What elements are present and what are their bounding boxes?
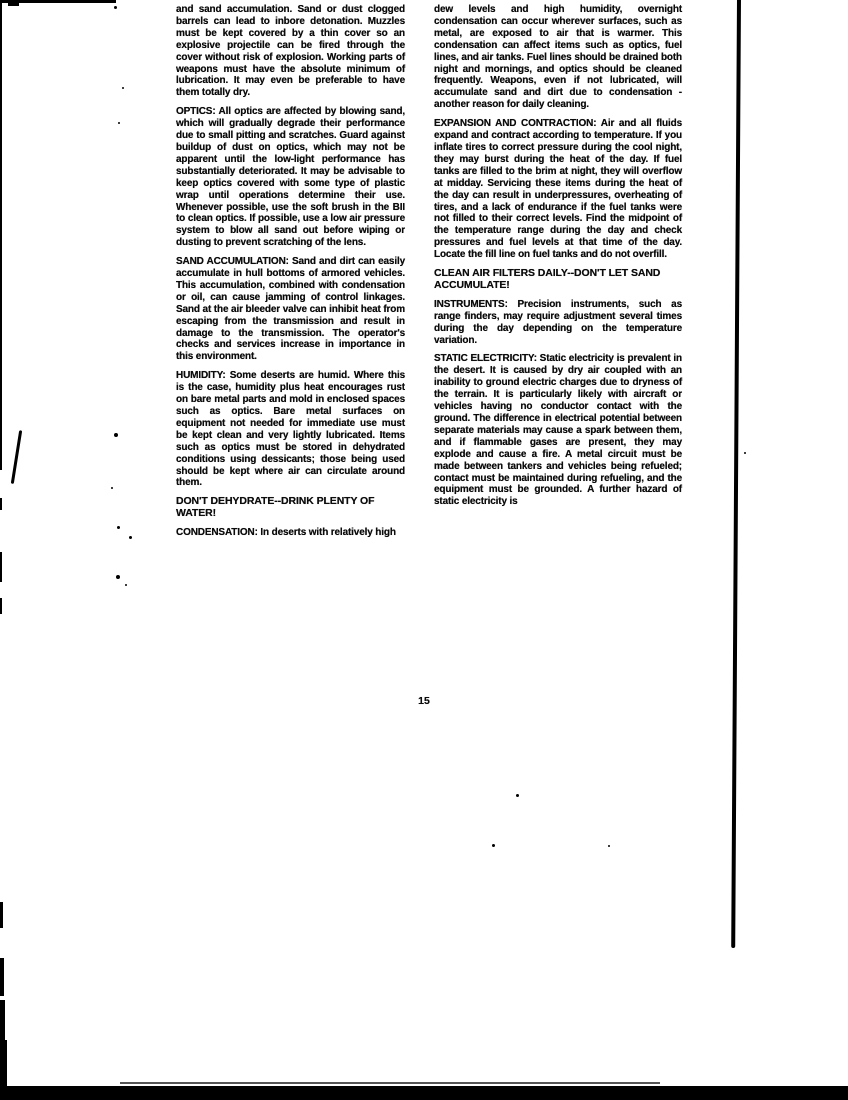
scan-artifact-dot <box>492 844 495 847</box>
paragraph-static-electricity <box>434 353 682 508</box>
paragraph-text: and sand accumulation. Sand or dust clogged barrels can lead to inbore detonation. Muzzles must be kept covered by a thin cover so an explosive projectile can be fired through the cover without risk of explosion. Working parts of weapons must have the absolute minimum of lubrication. It may even be preferable to have them totally dry. <box>176 4 405 99</box>
paragraph-expansion-contraction <box>434 118 682 261</box>
scan-artifact-dot <box>118 122 120 124</box>
scan-artifact-dot <box>114 433 118 437</box>
paragraph-text: All optics are affected by blowing sand, which will gradually degrade their performance due to small pitting and scratches. Guard against buildup of dust on optics, which may not be apparent until the low-light performance has substantially deteriorated. It may be advisable to keep optics covered with some type of plastic wrap until operations determine their use. Whenever possible, use the soft brush in the BII to clean optics. If possible, use a low air pressure system to blow all sand out before wiping or dusting to prevent scratching of the lens. <box>176 106 405 249</box>
paragraph-text: dew levels and high humidity, overnight condensation can occur wherever surfaces, such as metal, are exposed to air that is warmer. This condensation can affect items such as optics, fuel lines, and air tanks. Fuel lines should be drained both night and mornings, and optics should be cleaned frequently. Weapons, even if not lubricated, will accumulate sand and dirt due to condensation - another reason for daily cleaning. <box>434 4 682 111</box>
scan-artifact-left-dash-1 <box>0 498 2 510</box>
scan-artifact-left-dash-2 <box>0 552 2 582</box>
section-title-clean-air-filters: CLEAN AIR FILTERS DAILY--DON'T LET SAND ACCUMULATE! <box>434 267 661 291</box>
paragraph-text: Precision instruments, such as range finders, may require adjustment several times during the day depending on the temperature variation. <box>434 298 682 346</box>
section-title-dont-dehydrate: DON'T DEHYDRATE--DRINK PLENTY OF WATER! <box>176 495 375 520</box>
scan-artifact-left-mark-2 <box>0 958 4 996</box>
scan-artifact-left-dash-3 <box>0 598 2 614</box>
right-column <box>434 4 682 515</box>
scan-artifact-vertical-line <box>731 0 741 948</box>
scan-artifact-bottom-smudge <box>120 1082 660 1084</box>
scan-artifact-dot <box>129 536 132 539</box>
paragraph-text: Sand and dirt can easily accumulate in hull bottoms of armored vehicles. This accumulation, combined with condensation or oil, can cause jamming of control linkages. Sand at the air bleeder valve can inhibit heat from escaping from the transmission and result in damage to the transmission. The operator's checks and services increase in importance in this environment. <box>176 256 405 363</box>
paragraph-humidity <box>176 370 405 489</box>
section-heading: EXPANSION AND CONTRACTION: <box>434 118 601 130</box>
paragraph-condensation <box>176 527 405 539</box>
page-number: 15 <box>418 695 430 707</box>
scan-artifact-dot <box>608 845 610 847</box>
left-column <box>176 4 405 546</box>
section-heading: CONDENSATION: <box>176 527 261 539</box>
scan-artifact-bottom-bar <box>0 1086 848 1100</box>
scan-artifact-left-mark-1 <box>0 902 3 928</box>
paragraph-text: Air and all fluids expand and contract according to temperature. If you inflate tires to correct pressure during the cool night, they may burst during the heat of the day. If fuel tanks are filled to the brim at night, they will overflow at midday. Servicing these items during the heat of the day can result in underpressures, overheating of tires, and a lack of endurance if the fuel tanks were not filled to their correct levels. Find the midpoint of the temperature range during the day and check pressures and fuel levels at that time of the day. Locate the fill line on fuel tanks and do not overfill. <box>434 118 682 261</box>
section-heading: INSTRUMENTS: <box>434 298 518 310</box>
scan-artifact-dot <box>125 584 127 586</box>
scan-artifact-dot <box>744 452 746 454</box>
scan-artifact-pen-stroke <box>11 430 22 484</box>
scan-artifact-dot <box>117 526 120 529</box>
scan-artifact-left-mark-4 <box>0 1040 7 1090</box>
paragraph-text: In deserts with relatively high <box>260 527 396 539</box>
section-heading: STATIC ELECTRICITY: <box>434 353 540 365</box>
paragraph-sand-accumulation <box>176 256 405 363</box>
paragraph-continuation <box>176 4 405 99</box>
paragraph-optics <box>176 106 405 249</box>
paragraph-text: Some deserts are humid. Where this is the case, humidity plus heat encourages rust on bare metal parts and mold in enclosed spaces such as optics. Bare metal surfaces on equipment not needed for immediate use must be kept clean and very lightly lubricated. Items such as optics must be stored in dehydrated conditions using dessicants; those being used should be kept where air can circulate around them. <box>176 370 405 489</box>
scan-artifact-dot <box>111 487 113 489</box>
paragraph-condensation-continued <box>434 4 682 111</box>
scan-artifact-top-notch <box>8 0 19 6</box>
scan-artifact-left-border <box>0 0 2 470</box>
scan-artifact-dot <box>116 575 120 579</box>
section-heading: HUMIDITY: <box>176 370 230 382</box>
paragraph-text: Static electricity is prevalent in the desert. It is caused by dry air coupled with an inability to ground electric charges due to dryness of the terrain. It is particularly likely with aircraft or vehicles having no conductor contact with the ground. The difference in electrical potential between separate materials may cause a spark between them, and if flammable gases are present, they may explode and cause a fire. A metal circuit must be made between tankers and vehicles being refueled; contact must be maintained during refueling, and the equipment must be grounded. A further hazard of static electricity is <box>434 353 682 508</box>
scan-artifact-dot <box>122 87 124 89</box>
scan-artifact-dot <box>516 794 519 797</box>
scan-artifact-dot <box>114 6 117 9</box>
section-heading: OPTICS: <box>176 106 219 118</box>
paragraph-instruments <box>434 299 682 347</box>
section-heading: SAND ACCUMULATION: <box>176 256 292 268</box>
